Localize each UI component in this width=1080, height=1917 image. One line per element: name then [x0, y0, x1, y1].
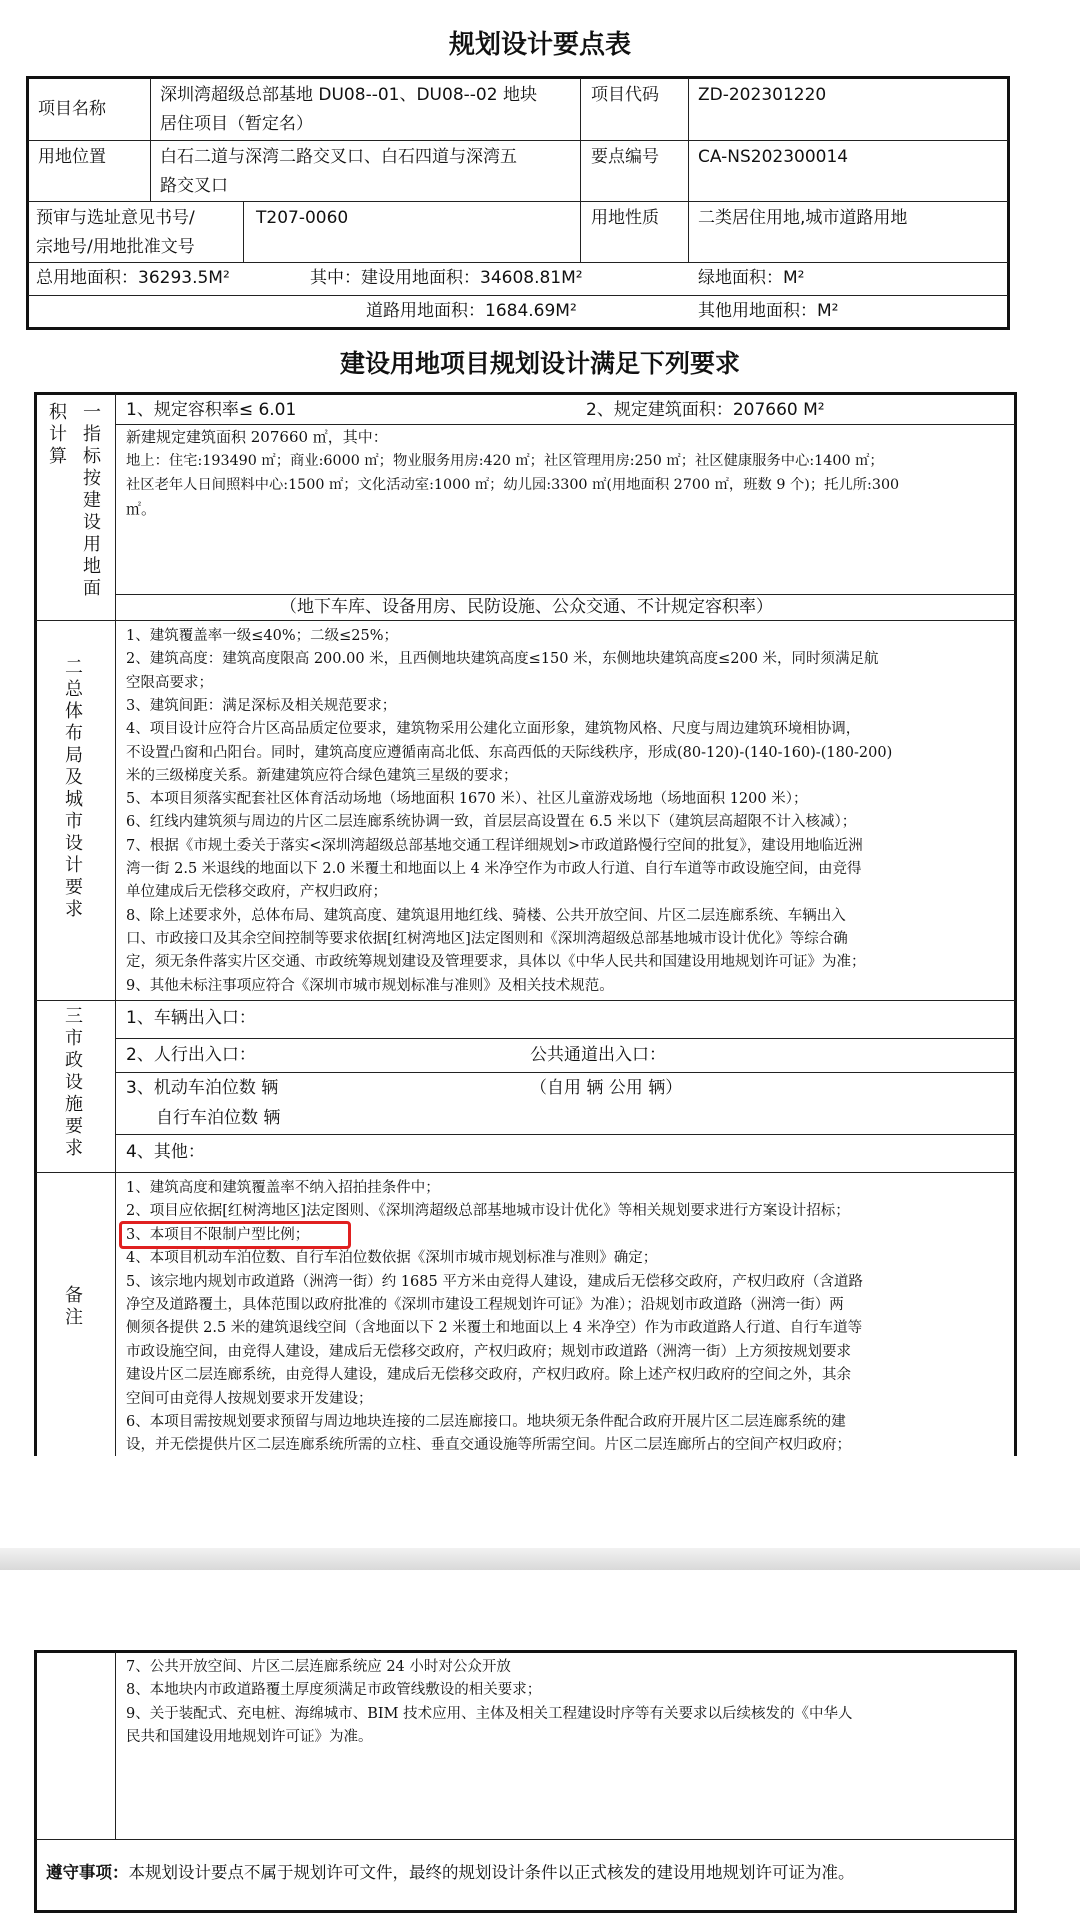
text-line: 单位建成后无偿移交政府，产权归政府；	[126, 884, 387, 901]
text-line: 2、建筑高度：建筑高度限高 200.00 米，且西侧地块建筑高度≤150 米，东侧地块建筑高度≤200 米，同时须满足航	[126, 651, 879, 668]
motor-parking: 3、机动车泊位数 辆	[126, 1078, 279, 1098]
text-line: 空间可由竞得人按规划要求开发建设；	[126, 1390, 373, 1407]
text-line: 市政设施空间，由竞得人建设，建成后无偿移交政府，产权归政府；规划市政道路（洲湾一街）上方须按规划要求	[126, 1343, 851, 1360]
total-area: 总用地面积：36293.5M²	[36, 268, 230, 288]
text-line: 3、建筑间距：满足深标及相关规范要求；	[126, 697, 397, 714]
text-line: 不设置凸窗和凸阳台。同时，建筑高度应遵循南高北低、东高西低的天际线秩序，形成(80-120)-(140-160)-(180-200)	[126, 744, 893, 761]
location-line2: 路交叉口	[160, 176, 228, 196]
divider	[36, 1839, 1015, 1840]
text-line: 5、本项目须落实配套社区体育活动场地（场地面积 1670 米）、社区儿童游戏场地（场地面积 1200 米）；	[126, 791, 808, 808]
divider	[28, 201, 1008, 202]
other-area: 其他用地面积：M²	[698, 301, 839, 321]
text-line: 民共和国建设用地规划许可证》为准。	[126, 1729, 373, 1746]
section3-label: 三 市 政 设 施 要 求	[65, 1006, 83, 1159]
text-line: 6、本项目需按规划要求预留与周边地块连接的二层连廊接口。地块须无条件配合政府开展片区二层连廊系统的建	[126, 1414, 846, 1430]
pre-review-label-line2: 宗地号/用地批准文号	[36, 237, 195, 257]
gross-floor-area: 2、规定建筑面积：207660 M²	[586, 400, 825, 420]
gfa-detail-line: ㎡。	[126, 500, 157, 518]
text-line: 8、除上述要求外，总体布局、建筑高度、建筑退用地红线、骑楼、公共开放空间、片区二层连廊系统、车辆出入	[126, 907, 846, 924]
gfa-detail-line: 地上：住宅:193490 ㎡；商业:6000 ㎡；物业服务用房:420 ㎡；社区管理用房:250 ㎡；社区健康服务中心:1400 ㎡；	[126, 453, 884, 469]
divider	[115, 1038, 1015, 1039]
divider	[115, 1134, 1015, 1135]
divider	[580, 78, 581, 262]
project-code-label: 项目代码	[591, 85, 659, 105]
notice	[46, 1858, 855, 1887]
text-line: 空限高要求；	[126, 674, 213, 691]
text-line: 设，并无偿提供片区二层连廊系统所需的立柱、垂直交通设施等所需空间。片区二层连廊所占的空间产权归政府；	[126, 1437, 851, 1454]
text-line: 9、其他未标注事项应符合《深圳市城市规划标准与准则》及相关技术规范。	[126, 977, 614, 994]
text-line: 4、项目设计应符合片区高品质定位要求，建筑物采用公建化立面形象，建筑物风格、尺度与周边建筑环境相协调，	[126, 721, 861, 738]
project-name-label: 项目名称	[38, 99, 106, 119]
text-line: 5、该宗地内规划市政道路（洲湾一街）约 1685 平方米由竞得人建设，建成后无偿移交政府，产权归政府（含道路	[126, 1273, 863, 1290]
page-separator-shadow	[0, 1548, 1080, 1570]
text-line: 7、根据《市规土委关于落实<深圳湾超级总部基地交通工程详细规划>市政道路慢行空间的批复》，建设用地临近洲	[126, 837, 863, 854]
section1-footer: （地下车库、设备用房、民防设施、公众交通、不计规定容积率）	[280, 597, 773, 617]
public-passage: 公共通道出入口：	[530, 1045, 666, 1065]
divider	[36, 1000, 1015, 1001]
text-line: 1、建筑高度和建筑覆盖率不纳入招拍挂条件中；	[126, 1180, 440, 1196]
point-no-value: CA-NS202300014	[698, 147, 849, 167]
text-line: 8、本地块内市政道路覆土厚度须满足市政管线敷设的相关要求；	[126, 1682, 542, 1699]
section1-label-left: 积 计 算	[49, 402, 67, 467]
parking-detail: （自用 辆 公用 辆）	[530, 1078, 683, 1098]
pre-review-value: T207-0060	[256, 208, 349, 228]
divider	[243, 201, 244, 262]
pedestrian-access: 2、人行出入口：	[126, 1045, 256, 1065]
divider	[115, 394, 116, 1456]
text-line: 7、公共开放空间、片区二层连廊系统应 24 小时对公众开放	[126, 1659, 511, 1675]
section1-label: 一 指 标 按 建 设 用 地 面	[83, 402, 101, 599]
text-line: 米的三级梯度关系。新建建筑应符合绿色建筑三星级的要求；	[126, 767, 518, 784]
land-nature-value: 二类居住用地,城市道路用地	[698, 208, 908, 228]
green-area: 绿地面积：M²	[698, 268, 805, 288]
pre-review-label-line1: 预审与选址意见书号/	[36, 208, 195, 228]
document-title: 规划设计要点表	[448, 30, 631, 60]
location-line1: 白石二道与深湾二路交叉口、白石四道与深湾五	[160, 147, 517, 167]
text-line: 定，须无条件落实片区交通、市政统筹规划建设及管理要求，具体以《中华人民共和国建设用地规划许可证》为准；	[126, 954, 866, 971]
remarks-label: 备 注	[65, 1285, 83, 1328]
floor-area-ratio: 1、规定容积率≤ 6.01	[126, 400, 297, 420]
page-separator	[0, 1458, 1080, 1562]
divider	[150, 78, 151, 201]
road-area: 道路用地面积：1684.69M²	[366, 301, 577, 321]
text-line: 侧须各提供 2.5 米的建筑退线空间（含地面以下 2 米覆土和地面以上 4 米净空）作为市政道路人行道、自行车道等	[126, 1320, 863, 1337]
vehicle-access: 1、车辆出入口：	[126, 1008, 256, 1028]
text-line: 湾一街 2.5 米退线的地面以下 2.0 米覆土和地面以上 4 米净空作为市政人行道、自行车道等市政设施空间，由竞得	[126, 861, 862, 877]
text-line: 1、建筑覆盖率一级≤40%；二级≤25%；	[126, 628, 398, 644]
divider	[115, 1652, 116, 1839]
text-line: 口、市政接口及其余空间控制等要求依据[红树湾地区]法定图则和《深圳湾超级总部基地城市设计优化》等综合确	[126, 930, 848, 947]
bike-parking: 自行车泊位数 辆	[156, 1108, 281, 1128]
divider	[36, 1172, 1015, 1173]
gfa-detail-line: 新建规定建筑面积 207660 ㎡，其中：	[126, 428, 388, 446]
text-line: 4、本项目机动车泊位数、自行车泊位数依据《深圳市城市规划标准与准则》确定；	[126, 1250, 658, 1267]
land-nature-label: 用地性质	[591, 208, 659, 228]
project-name-line2: 居住项目（暂定名）	[160, 114, 313, 134]
project-name-line1: 深圳湾超级总部基地 DU08--01、DU08--02 地块	[160, 85, 537, 105]
project-code-value: ZD-202301220	[698, 85, 827, 105]
text-line: 3、本项目不限制户型比例；	[126, 1226, 310, 1243]
divider	[28, 140, 1008, 141]
construction-area: 其中：建设用地面积：34608.81M²	[310, 268, 583, 288]
text-line: 净空及道路覆土，具体范围以政府批准的《深圳市建设工程规划许可证》为准）；沿规划市政道路（洲湾一街）两	[126, 1297, 844, 1313]
text-line: 9、关于装配式、充电桩、海绵城市、BIM 技术应用、主体及相关工程建设时序等有关要求以后续核发的《中华人	[126, 1705, 853, 1722]
section2-label: 二 总 体 布 局 及 城 市 设 计 要 求	[65, 657, 83, 920]
others: 4、其他：	[126, 1142, 205, 1162]
divider	[688, 78, 689, 262]
highlight-box	[119, 1221, 351, 1249]
notice-text: 本规划设计要点不属于规划许可文件，最终的规划设计条件以正式核发的建设用地规划许可证为准。	[128, 1863, 855, 1882]
text-line: 6、红线内建筑须与周边的片区二层连廊系统协调一致，首层层高设置在 6.5 米以下（建筑层高超限不计入核减）；	[126, 814, 857, 831]
gfa-detail-line: 社区老年人日间照料中心:1500 ㎡；文化活动室:1000 ㎡；幼儿园:3300 ㎡(用地面积 2700 ㎡，班数 9 个)；托儿所:300	[126, 477, 900, 493]
requirements-title: 建设用地项目规划设计满足下列要求	[339, 349, 740, 378]
text-line: 2、项目应依据[红树湾地区]法定图则、《深圳湾超级总部基地城市设计优化》等相关规划要求进行方案设计招标；	[126, 1203, 850, 1220]
notice-label: 遵守事项：	[46, 1863, 129, 1882]
text-line: 建设片区二层连廊系统，由竞得人建设，建成后无偿移交政府，产权归政府。除上述产权归政府的空间之外，其余	[126, 1367, 851, 1384]
point-no-label: 要点编号	[591, 147, 659, 167]
divider	[28, 295, 1008, 296]
divider	[115, 1072, 1015, 1073]
location-label: 用地位置	[38, 147, 106, 167]
divider	[28, 262, 1008, 263]
